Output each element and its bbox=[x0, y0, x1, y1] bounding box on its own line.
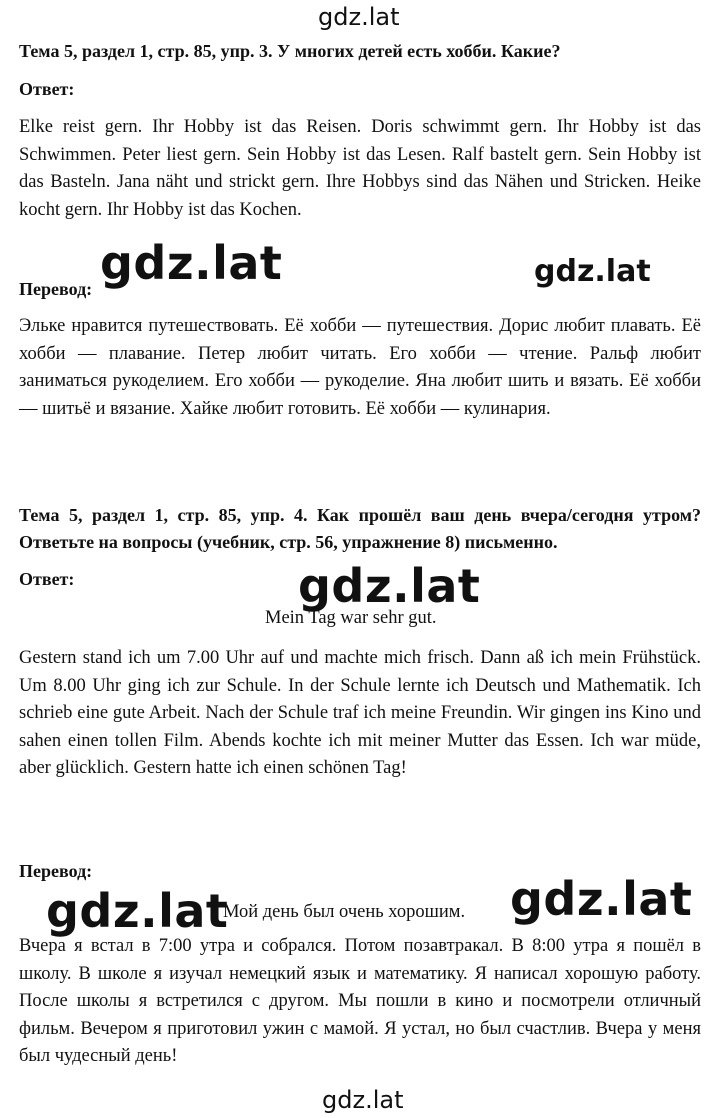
task2-answer-text: Gestern stand ich um 7.00 Uhr auf und machte mich frisch. Dann aß ich mein Frühstück. Um 8.00 Uhr ging ich zur Schule. In der Schule lernte ich Deutsch und Mathematik. Ich schrieb eine gute Arbeit. Nach der Schule traf ich meine Freundin. Wir gingen ins Kino und sahen einen tollen Film. Abends kochte ich mit meiner Mutter das Essen. Ich war müde, aber glücklich. Gestern hatte ich einen schönen Tag! bbox=[19, 648, 701, 778]
task2-answer-title: Mein Tag war sehr gut. bbox=[265, 608, 437, 628]
watermark-top: gdz.lat bbox=[318, 3, 400, 31]
task2-heading: Тема 5, раздел 1, стр. 85, упр. 4. Как прошёл ваш день вчера/сегодня утром? Ответьте на вопросы (учебник, стр. 56, упражнение 8) письменно. bbox=[19, 505, 701, 552]
task1-answer-text: Elke reist gern. Ihr Hobby ist das Reisen. Doris schwimmt gern. Ihr Hobby ist das Schwimmen. Peter liest gern. Sein Hobby ist das Lesen. Ralf bastelt gern. Sein Hobby ist das Basteln. Jana näht und strickt gern. Ihre Hobbys sind das Nähen und Stricken. Heike kocht gern. Ihr Hobby ist das Kochen. bbox=[19, 117, 701, 220]
task2-translation-label: Перевод: bbox=[19, 861, 93, 881]
watermark-right-1: gdz.lat bbox=[534, 254, 651, 289]
task1-heading: Тема 5, раздел 1, стр. 85, упр. 3. У многих детей есть хобби. Какие? bbox=[19, 41, 561, 61]
watermark-center-2: gdz.lat bbox=[298, 559, 481, 613]
watermark-left-1: gdz.lat bbox=[100, 236, 283, 290]
watermark-right-3: gdz.lat bbox=[510, 872, 693, 926]
task1-translation-label: Перевод: bbox=[19, 279, 93, 299]
watermark-bottom: gdz.lat bbox=[322, 1086, 404, 1114]
task2-answer-label: Ответ: bbox=[19, 569, 75, 589]
task2-translation-title: Мой день был очень хорошим. bbox=[223, 902, 466, 922]
task1-answer-label: Ответ: bbox=[19, 79, 75, 99]
watermark-left-3: gdz.lat bbox=[46, 884, 229, 938]
task2-translation-text: Вчера я встал в 7:00 утра и собрался. Потом позавтракал. В 8:00 утра я пошёл в школу. В школе я изучал немецкий язык и математику. Я написал хорошую работу. После школы я встретился с другом. Мы пошли в кино и посмотрели отличный фильм. Вечером я приготовил ужин с мамой. Я устал, но был счастлив. Вчера у меня был чудесный день! bbox=[19, 936, 701, 1066]
task1-translation-text: Эльке нравится путешествовать. Её хобби — путешествия. Дорис любит плавать. Её хобби — плавание. Петер любит читать. Его хобби — чтение. Ральф любит заниматься рукоделием. Его хобби — рукоделие. Яна любит шить и вязать. Её хобби — шитьё и вязание. Хайке любит готовить. Её хобби — кулинария. bbox=[19, 316, 701, 419]
